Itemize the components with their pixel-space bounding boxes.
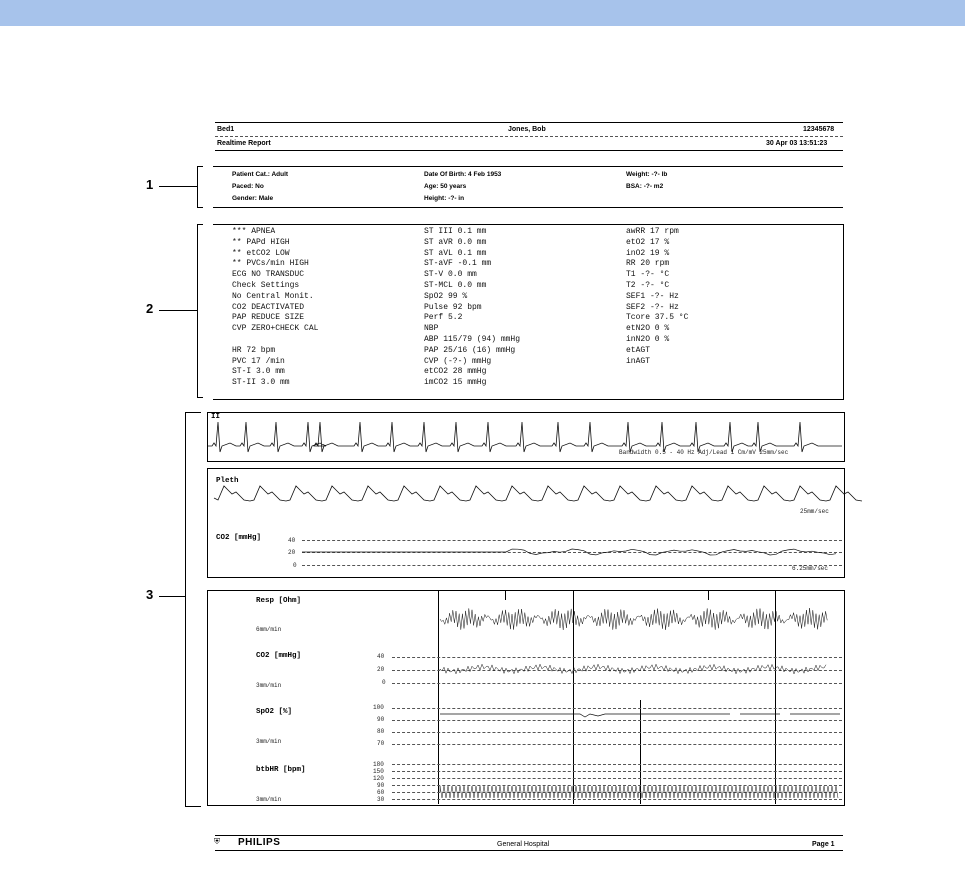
trend-hr-scale-180: 180 (373, 761, 384, 768)
patient-dob: Date Of Birth: 4 Feb 1953 (424, 171, 502, 178)
value-line: inAGT (626, 356, 651, 366)
pleth-speed: 25mm/sec (800, 508, 829, 515)
trend-hr-scale-150: 150 (373, 768, 384, 775)
callout-3-line (159, 596, 185, 597)
co2-wave-label: CO2 [mmHg] (216, 534, 262, 542)
value-line: CVP (-?-) mmHg (424, 356, 492, 366)
alarms-values-panel (213, 224, 844, 400)
patient-bsa: BSA: -?- m2 (626, 183, 664, 190)
trend-spo2-speed: 3mm/min (256, 738, 282, 745)
value-line: Pulse 92 bpm (424, 302, 482, 312)
trend-hr-label: btbHR [bpm] (256, 766, 306, 774)
top-banner (0, 0, 965, 26)
hr-trace (440, 786, 838, 798)
resp-trace (440, 608, 827, 630)
patient-gender: Gender: Male (232, 195, 274, 202)
patient-category: Patient Cat.: Adult (232, 171, 289, 178)
value-line: No Central Monit. (232, 291, 314, 301)
patient-id: 12345678 (803, 126, 835, 133)
patient-age: Age: 50 years (424, 183, 467, 190)
co2-waveform (302, 540, 842, 565)
value-line: RR 20 rpm (626, 259, 670, 269)
value-line: inN2O 0 % (626, 335, 670, 344)
value-line: T2 -?- °C (626, 281, 670, 290)
value-line: ST-aVF -0.1 mm (424, 259, 492, 269)
value-line: PVC 17 /min (232, 356, 285, 366)
trend-co2-scale-40: 40 (377, 653, 385, 660)
value-line: ST aVL 0.1 mm (424, 248, 487, 258)
value-line: Perf 5.2 (424, 313, 463, 323)
trend-co2-speed: 3mm/min (256, 682, 282, 689)
bracket-2 (197, 224, 198, 398)
trend-spo2-scale-100: 100 (373, 704, 384, 711)
philips-logo: PHILIPS (238, 837, 281, 848)
trend-spo2-scale-70: 70 (377, 740, 385, 747)
co2-scale-40: 40 (288, 537, 296, 544)
report-title: Realtime Report (217, 140, 271, 147)
value-line: SEF1 -?- Hz (626, 291, 679, 301)
pleth-trace (214, 486, 862, 501)
value-line: *** APNEA (232, 227, 276, 236)
bed-label: Bed1 (217, 126, 235, 133)
trend-hr-scale-60: 60 (377, 789, 385, 796)
value-line: imCO2 15 mmHg (424, 378, 487, 388)
hospital-name: General Hospital (497, 841, 550, 848)
co2-scale-20: 20 (288, 549, 296, 556)
value-line: SpO2 99 % (424, 291, 468, 301)
value-line: CO2 DEACTIVATED (232, 302, 305, 312)
trend-spo2-scale-90: 90 (377, 716, 385, 723)
trend-hr-speed: 3mm/min (256, 796, 282, 803)
ecg-trace (208, 422, 842, 452)
value-line: ST III 0.1 mm (424, 227, 487, 236)
co2-trend (440, 658, 828, 680)
callout-2: 2 (146, 301, 154, 316)
value-line: T1 -?- °C (626, 270, 670, 280)
value-line: SEF2 -?- Hz (626, 302, 679, 312)
header-bottom-rule (215, 150, 843, 151)
trend-hr-scale-120: 120 (373, 775, 384, 782)
co2-speed: 6.25mm/sec (792, 565, 829, 572)
value-line: ST-MCL 0.0 mm (424, 281, 487, 290)
co2-trend-trace (440, 664, 826, 674)
value-line: etCO2 28 mmHg (424, 367, 487, 377)
value-line: Check Settings (232, 281, 300, 290)
callout-1: 1 (146, 177, 154, 192)
value-line: ** etCO2 LOW (232, 248, 290, 258)
value-line: PAP 25/16 (16) mmHg (424, 345, 516, 355)
value-line: etAGT (626, 345, 651, 355)
bracket-3 (185, 412, 186, 807)
trend-spo2-label: SpO2 [%] (256, 708, 293, 716)
value-line: inO2 19 % (626, 248, 670, 258)
report-datetime: 30 Apr 03 13:51:23 (766, 140, 828, 147)
trend-hr-scale-90: 90 (377, 782, 385, 789)
footer-bottom-rule (215, 850, 843, 851)
page-number: Page 1 (812, 841, 835, 848)
value-line: ST-II 3.0 mm (232, 378, 290, 388)
bracket-1 (197, 166, 198, 208)
value-line: ECG NO TRANSDUC (232, 270, 305, 280)
trend-co2-label: CO2 [mmHg] (256, 652, 302, 660)
trend-resp-label: Resp [Ohm] (256, 597, 302, 605)
value-line: etN2O 0 % (626, 324, 670, 334)
pleth-label: Pleth (216, 477, 239, 485)
ecg-caption: Bandwidth 0.5 - 40 Hz Adj/Lead 1 Cm/mV 25mm/sec (619, 449, 789, 456)
patient-name: Jones, Bob (508, 126, 546, 133)
hr-trend (440, 784, 840, 800)
trend-spo2-scale-80: 80 (377, 728, 385, 735)
value-line: etO2 17 % (626, 237, 670, 247)
value-line: ST aVR 0.0 mm (424, 237, 487, 247)
value-line: ST-V 0.0 mm (424, 270, 477, 280)
value-line: Tcore 37.5 °C (626, 313, 689, 323)
pleth-waveform (214, 482, 842, 508)
value-line: awRR 17 rpm (626, 227, 679, 236)
value-line: ABP 115/79 (94) mmHg (424, 335, 521, 344)
patient-paced: Paced: No (232, 183, 264, 190)
patient-weight: Weight: -?- lb (626, 171, 668, 178)
value-line: NBP (424, 324, 439, 334)
co2-scale-0: 0 (293, 562, 297, 569)
trend-co2-scale-0: 0 (382, 679, 386, 686)
value-line: ** PAPd HIGH (232, 237, 290, 247)
trend-co2-scale-20: 20 (377, 666, 385, 673)
trend-hr-scale-30: 30 (377, 796, 385, 803)
callout-3: 3 (146, 587, 154, 602)
value-line: ** PVCs/min HIGH (232, 259, 309, 269)
co2-wave-trace (302, 549, 836, 555)
patient-height: Height: -?- in (424, 195, 465, 202)
spo2-trend (440, 708, 840, 728)
philips-shield-icon: ⛨ (214, 838, 220, 847)
value-line: ST-I 3.0 mm (232, 367, 285, 377)
value-line: PAP REDUCE SIZE (232, 313, 305, 323)
callout-1-line (159, 186, 197, 187)
callout-2-line (159, 310, 197, 311)
footer-top-rule (215, 835, 843, 836)
ecg-lead-label: II (211, 413, 221, 421)
patient-info-panel (213, 166, 843, 208)
value-line: HR 72 bpm (232, 345, 276, 355)
spo2-trace (440, 714, 840, 717)
trend-resp-speed: 6mm/min (256, 626, 282, 633)
value-line: CVP ZERO+CHECK CAL (232, 324, 319, 334)
resp-trend (440, 606, 828, 632)
header-top-rule (215, 122, 843, 123)
